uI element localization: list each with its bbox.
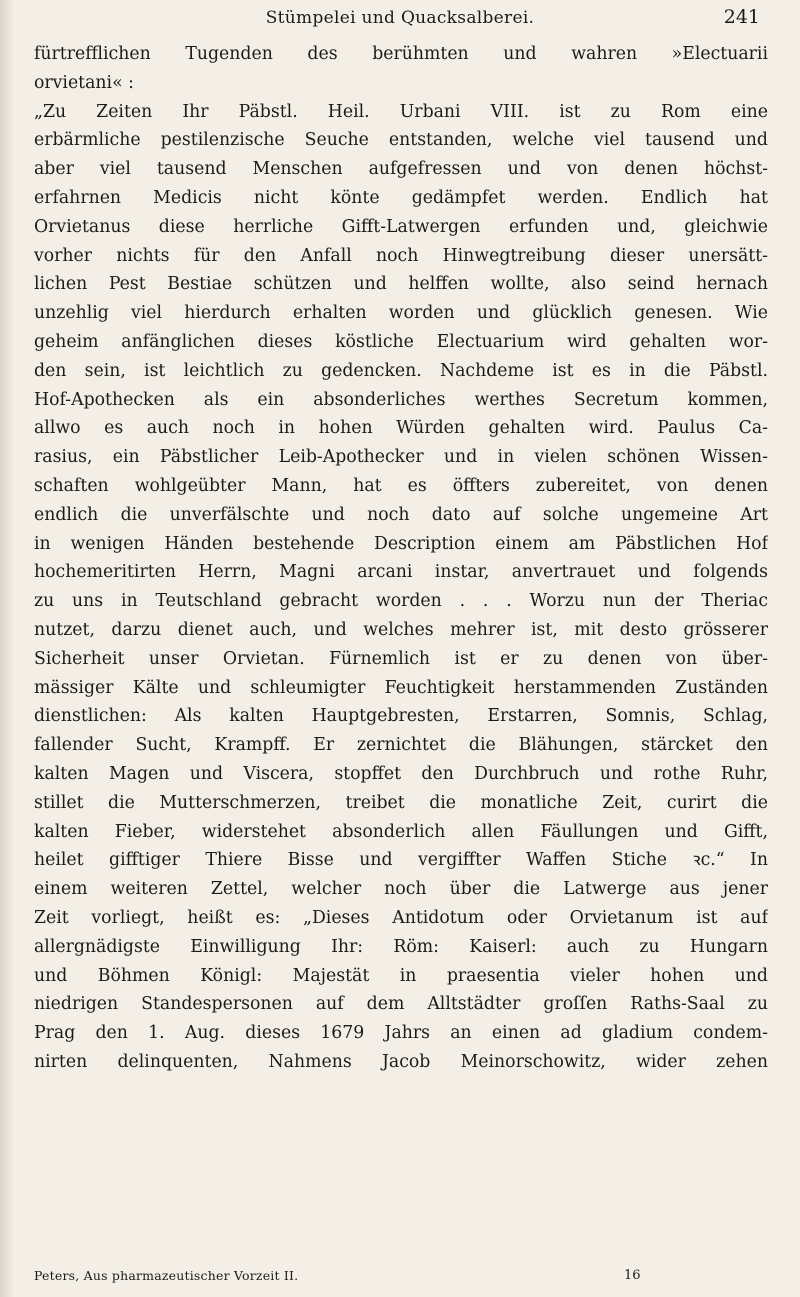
text-line: nutzet, darzu dienet auch, und welches mehrer ist, mit desto grösserer — [34, 619, 768, 640]
text-line: vorher nichts für den Anfall noch Hinwegtreibung dieser unersätt- — [34, 245, 768, 266]
text-line: hochemeritirten Herrn, Magni arcani instar, anvertrauet und folgends — [34, 562, 768, 583]
text-line: niedrigen Standespersonen auf dem Alltstädter groſſen Raths-Saal zu — [34, 994, 768, 1015]
text-line: nirten delinquenten, Nahmens Jacob Meinorschowitz, wider zehen — [34, 1051, 768, 1072]
text-line: fürtrefflichen Tugenden des berühmten und wahren »Electuarii — [34, 44, 768, 64]
body-text — [34, 40, 768, 1077]
text-line: den sein, ist leichtlich zu gedencken. Nachdeme ist es in die Päbstl. — [34, 360, 768, 381]
text-line: unzehlig viel hierdurch erhalten worden und glücklich genesen. Wie — [34, 303, 768, 324]
running-head: Stümpelei und Quacksalberei. — [265, 8, 535, 28]
text-line: aber viel tausend Menschen aufgefressen und von denen höchst- — [34, 159, 768, 180]
text-line: allwo es auch noch in hohen Würden gehalten wird. Paulus Ca- — [34, 418, 768, 439]
text-line: erbärmliche pestilenzische Seuche entstanden, welche viel tausend und — [34, 130, 768, 151]
text-line: erfahrnen Medicis nicht könte gedämpfet werden. Endlich hat — [34, 187, 768, 208]
text-line: und Böhmen Königl: Majestät in praesentia vieler hohen und — [34, 965, 768, 986]
text-line: kalten Magen und Viscera, stopffet den Durchbruch und rothe Ruhr, — [34, 763, 768, 784]
text-line: Orvietanus diese herrliche Gifft-Latwergen erfunden und, gleichwie — [34, 216, 768, 237]
page-number: 241 — [723, 6, 760, 28]
text-line: kalten Fieber, widerstehet absonderlich allen Fäullungen und Gifft, — [34, 821, 768, 842]
text-line: Sicherheit unser Orvietan. Fürnemlich ist er zu denen von über- — [34, 648, 768, 669]
signature-mark: 16 — [624, 1268, 641, 1283]
text-line: in wenigen Händen bestehende Description einem am Päbstlichen Hof — [34, 533, 768, 554]
text-line: orvietani« : — [34, 72, 134, 93]
text-line: heilet gifftiger Thiere Bisse und vergiffter Waffen Stiche ꝛc.“ In — [34, 850, 768, 871]
text-line: schaften wohlgeübter Mann, hat es öffters zubereitet, von denen — [34, 475, 768, 496]
binding-gutter — [0, 0, 14, 1297]
text-line: Zeit vorliegt, heißt es: „Dieses Antidotum oder Orvietanum ist auf — [34, 907, 768, 928]
page-header — [0, 4, 800, 34]
text-line: einem weiteren Zettel, welcher noch über die Latwerge aus jener — [34, 879, 768, 900]
text-line: „Zu Zeiten Ihr Päbstl. Heil. Urbani VIII. ist zu Rom eine — [34, 101, 768, 122]
text-line: fallender Sucht, Krampff. Er zernichtet die Blähungen, stärcket den — [34, 735, 768, 756]
text-line: geheim anfänglichen dieses köstliche Electuarium wird gehalten wor- — [34, 331, 768, 352]
text-line: zu uns in Teutschland gebracht worden . . . Worzu nun der Theriac — [34, 591, 768, 612]
text-line: lichen Pest Bestiae schützen und helffen wollte, also seind hernach — [34, 274, 768, 295]
text-line: Hof-Apothecken als ein absonderliches werthes Secretum kommen, — [34, 389, 768, 410]
text-line: allergnädigste Einwilligung Ihr: Röm: Kaiserl: auch zu Hungarn — [34, 936, 768, 957]
text-line: stillet die Mutterschmerzen, treibet die monatliche Zeit, curirt die — [34, 792, 768, 813]
text-line: dienstlichen: Als kalten Hauptgebresten, Erstarren, Somnis, Schlag, — [34, 706, 768, 727]
text-line: mässiger Kälte und schleumigter Feuchtigkeit herstammenden Zuständen — [34, 677, 768, 698]
page-footer — [34, 1268, 768, 1290]
text-line: Prag den 1. Aug. dieses 1679 Jahrs an einen ad gladium condem- — [34, 1023, 768, 1044]
printer-signature: Peters, Aus pharmazeutischer Vorzeit II. — [34, 1268, 299, 1283]
text-line: endlich die unverfälschte und noch dato auf solche ungemeine Art — [34, 504, 768, 525]
text-line: rasius, ein Päbstlicher Leib-Apothecker und in vielen schönen Wissen- — [34, 447, 768, 468]
